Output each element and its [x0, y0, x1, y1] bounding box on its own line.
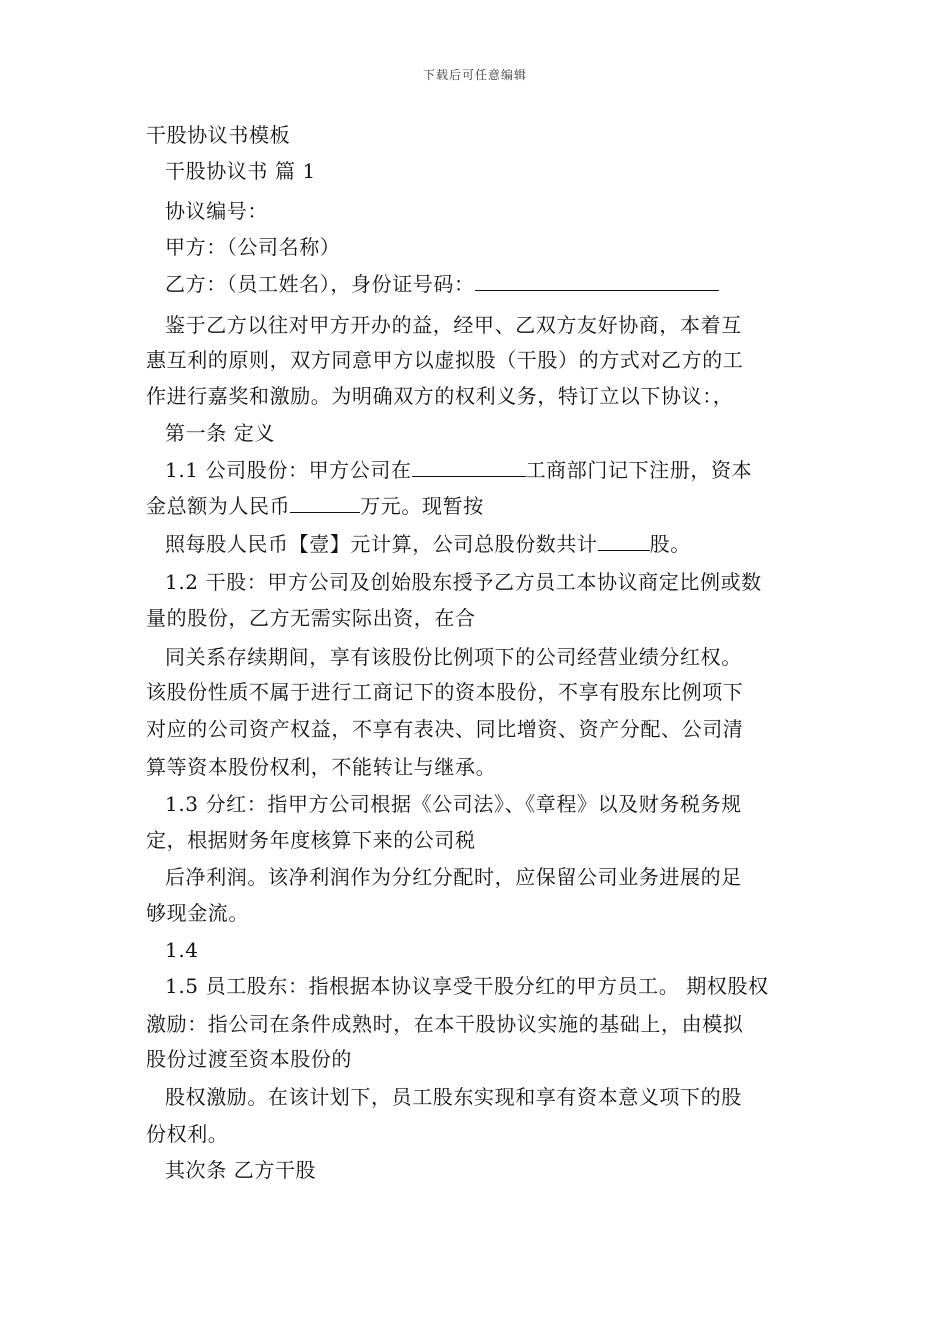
section-1-5-line: 股份过渡至资本股份的	[146, 1047, 352, 1071]
total-shares-blank	[598, 530, 650, 551]
section-1-5-line: 份权利。	[146, 1122, 229, 1146]
registration-blank	[412, 456, 526, 477]
page-header: 下载后可任意编辑	[422, 68, 527, 82]
section-text: 照每股人民币【壹】元计算，公司总股份数共计	[165, 532, 598, 556]
article-2-heading: 其次条 乙方干股	[165, 1158, 317, 1182]
section-1-3-line: 1.3 分红：指甲方公司根据《公司法》、《章程》以及财务税务规	[165, 792, 742, 816]
section-1-5-line: 激励：指公司在条件成熟时，在本干股协议实施的基础上，由模拟	[146, 1012, 744, 1036]
party-b-text: 乙方：（员工姓名），身份证号码：	[165, 272, 475, 296]
section-1-2-line: 该股份性质不属于进行工商记下的资本股份，不享有股东比例项下	[146, 680, 744, 704]
paragraph-line: 鉴于乙方以往对甲方开办的益，经甲、乙双方友好协商，本着互	[165, 313, 742, 337]
article-1-heading: 第一条 定义	[165, 421, 275, 445]
section-1-3-line: 够现金流。	[146, 901, 249, 925]
section-text: 金总额为人民币	[146, 494, 291, 518]
section-1-2-line: 算等资本股份权利，不能转让与继承。	[146, 755, 497, 779]
party-b-line	[165, 270, 719, 298]
id-number-blank	[475, 270, 719, 291]
section-1-2-line: 1.2 干股：甲方公司及创始股东授予乙方员工本协议商定比例或数	[165, 570, 762, 594]
document-title: 干股协议书模板	[146, 123, 291, 147]
paragraph-line: 作进行嘉奖和激励。为明确双方的权利义务，特订立以下协议：，	[146, 384, 734, 408]
section-1-2-line: 对应的公司资产权益，不享有表决、同比增资、资产分配、公司清	[146, 717, 744, 741]
agreement-number-label: 协议编号：	[165, 199, 268, 223]
section-1-1-line	[165, 530, 691, 558]
section-text: 1.1 公司股份：甲方公司在	[165, 458, 412, 482]
section-text: 万元。现暂按	[360, 494, 484, 518]
section-1-3-line: 后净利润。该净利润作为分红分配时，应保留公司业务进展的足	[165, 865, 742, 889]
section-1-3-line: 定，根据财务年度核算下来的公司税	[146, 828, 476, 852]
paragraph-line: 惠互利的原则，双方同意甲方以虚拟股（干股）的方式对乙方的工	[146, 348, 744, 372]
capital-blank	[290, 492, 360, 513]
section-1-2-line: 同关系存续期间，享有该股份比例项下的公司经营业绩分红权。	[165, 645, 742, 669]
section-1-5-line: 1.5 员工股东：指根据本协议享受干股分红的甲方员工。 期权股权	[165, 974, 769, 998]
section-1-5-line: 股权激励。在该计划下，员工股东实现和享有资本意义项下的股	[165, 1085, 742, 1109]
section-1-1-line	[165, 456, 752, 484]
document-subtitle: 干股协议书 篇 1	[165, 159, 316, 183]
section-text: 工商部门记下注册，资本	[525, 458, 753, 482]
section-1-1-line	[146, 492, 484, 520]
section-1-2-line: 量的股份，乙方无需实际出资，在合	[146, 606, 476, 630]
section-1-4-line: 1.4	[165, 938, 199, 962]
section-text: 股。	[649, 532, 691, 556]
party-a-line: 甲方：（公司名称）	[165, 235, 341, 259]
